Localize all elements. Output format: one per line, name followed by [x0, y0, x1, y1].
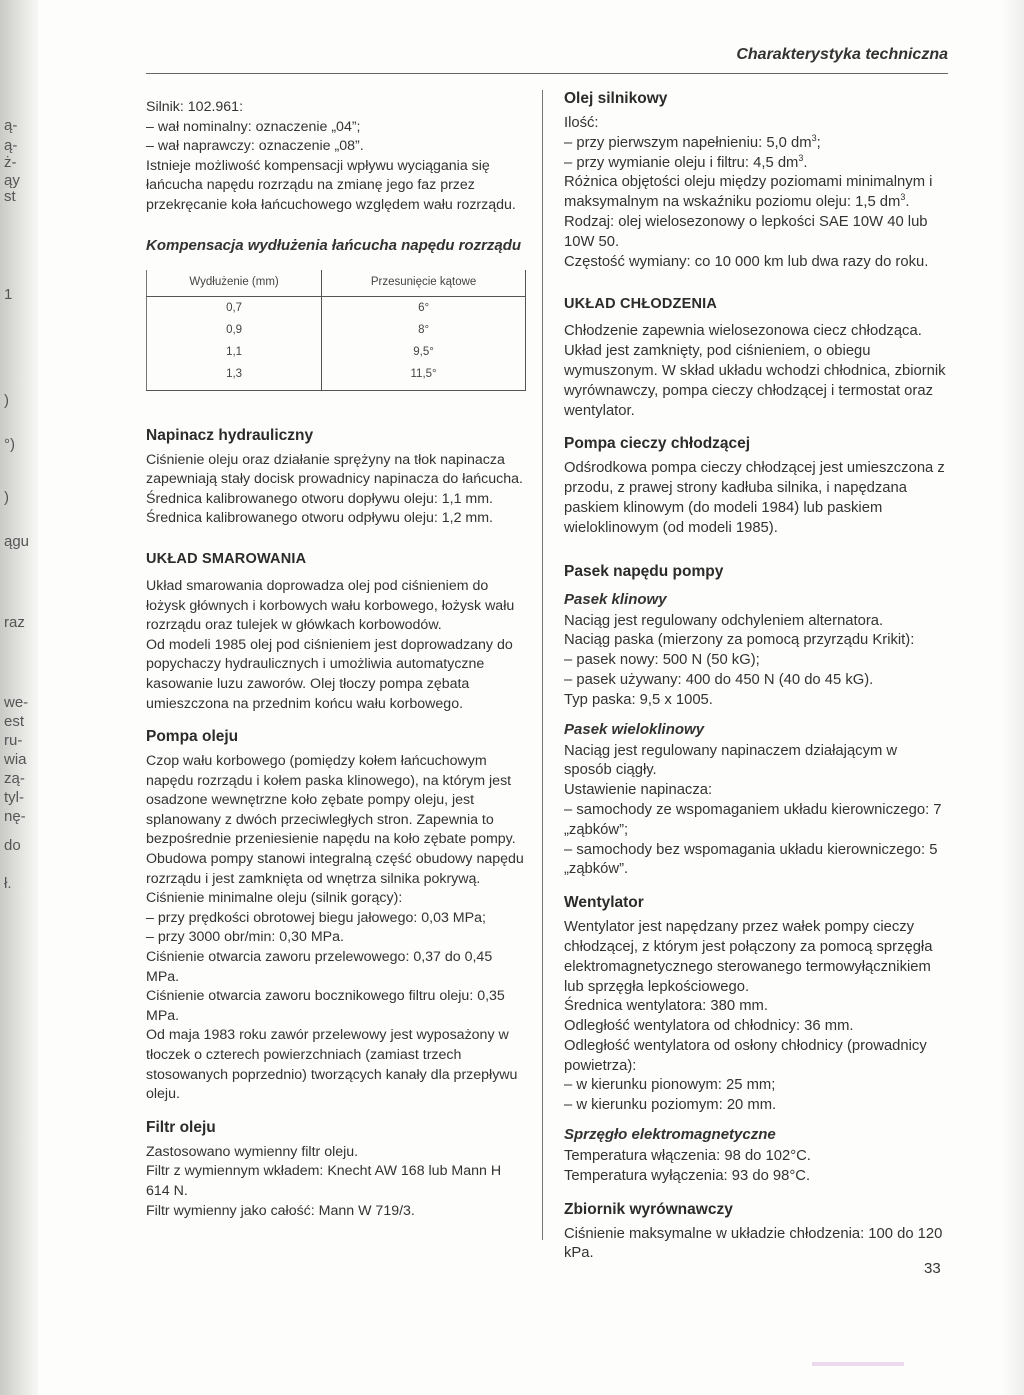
left-column	[146, 98, 526, 1221]
elongation-cell: 1,3	[147, 363, 322, 391]
oil-quantity-label: Ilość:	[564, 115, 599, 131]
filter-change-quantity	[564, 154, 948, 174]
coolant-pump-text: Odśrodkowa pompa cieczy chłodzącej jest umieszczona z przodu, z prawej strony kadłuba silnika, i napędzana paskiem klinowym (do modeli 1984) lub paskiem wieloklinowym (od modeli 1985).	[564, 460, 945, 536]
filter-change-text: – przy wymianie oleju i filtru: 4,5 dm	[564, 154, 799, 171]
outlet-diameter: Średnica kalibrowanego otworu odpływu oleju: 1,2 mm.	[146, 510, 493, 527]
oil-filter-whole: Filtr wymienny jako całość: Mann W 719/3.	[146, 1202, 415, 1219]
edge-fragment: wia	[4, 751, 27, 768]
edge-fragment: raz	[4, 614, 25, 631]
column-divider	[542, 90, 543, 1240]
valve-update-note: Od maja 1983 roku zawór przelewowy jest wyposażony w tłoczek o czterech powierzchniach (zamiast trzech stosowanych poprzednio) tworzących kanały dla przepływu oleju.	[146, 1027, 518, 1103]
fan-horizontal: – w kierunku poziomym: 20 mm.	[564, 1097, 777, 1114]
compensation-table	[146, 270, 526, 391]
cube-exponent: 3	[900, 192, 906, 203]
rpm-pressure: – przy 3000 obr/min: 0,30 MPa.	[146, 929, 344, 946]
level-difference-text: Różnica objętości oleju między poziomami minimalnym i maksymalnym na wskaźniku poziomu oleju: 1,5 dm	[564, 174, 933, 211]
edge-fragment: ł.	[4, 875, 12, 892]
v-belt-tension: Naciąg paska (mierzony za pomocą przyrządu Krikit):	[564, 632, 915, 649]
switch-off-temp: Temperatura wyłączenia: 93 do 98°C.	[564, 1167, 811, 1184]
oil-filter-insert: Filtr z wymiennym wkładem: Knecht AW 168 lub Mann H 614 N.	[146, 1163, 502, 1199]
oil-pump-heading: Pompa oleju	[146, 728, 239, 746]
fan-diameter: Średnica wentylatora: 380 mm.	[564, 998, 768, 1015]
without-power-steering: – samochody bez wspomagania układu kierowniczego: 5 „ząbków”.	[564, 841, 938, 878]
first-fill-quantity	[564, 134, 948, 154]
edge-fragment: 1	[4, 286, 13, 303]
switch-on-temp: Temperatura włączenia: 98 do 102°C.	[564, 1148, 811, 1165]
coolant-pump-heading: Pompa cieczy chłodzącej	[564, 435, 751, 453]
elongation-cell: 0,9	[147, 319, 322, 341]
oil-filter-text: Zastosowano wymienny filtr oleju.	[146, 1143, 359, 1160]
right-column	[564, 90, 948, 1264]
new-belt: – pasek nowy: 500 N (50 kG);	[564, 652, 760, 669]
edge-fragment: do	[4, 837, 21, 854]
compensation-title: Kompensacja wydłużenia łańcucha napędu rozrządu	[146, 236, 522, 254]
column-header: Przesunięcie kątowe	[322, 270, 526, 297]
level-difference	[564, 173, 948, 213]
cooling-heading: UKŁAD CHŁODZENIA	[564, 296, 718, 313]
cube-exponent: 3	[811, 132, 817, 143]
angle-cell: 6°	[322, 296, 526, 319]
engine-intro	[146, 98, 526, 216]
lubrication-text: Od modeli 1985 olej pod ciśnieniem jest doprowadzany do popychaczy hydraulicznych i umożliwia automatyczne kasowanie luzu zaworów. Olej tłoczy pompa zębata umieszczona na przednim końcu wału korbowego.	[146, 636, 513, 712]
tensioner-heading: Napinacz hydrauliczny	[146, 426, 314, 444]
repair-shaft: – wał naprawczy: oznaczenie „08”.	[146, 138, 364, 155]
table-row	[147, 341, 526, 363]
tensioner-setting-label: Ustawienie napinacza:	[564, 782, 713, 799]
belt-type: Typ paska: 9,5 x 1005.	[564, 691, 713, 708]
edge-fragment: )	[4, 489, 9, 506]
angle-cell: 11,5°	[322, 363, 526, 391]
print-mark	[812, 1362, 904, 1366]
with-power-steering: – samochody ze wspomaganiem układu kierowniczego: 7 „ząbków”;	[564, 801, 942, 838]
table-header-row	[147, 270, 526, 297]
elongation-cell: 1,1	[147, 341, 322, 363]
table-row	[147, 296, 526, 319]
edge-fragment: )	[4, 392, 9, 409]
fan-shroud-distance: Odległość wentylatora od osłony chłodnicy (prowadnicy powietrza):	[564, 1037, 927, 1074]
oil-type: Rodzaj: olej wielosezonowy o lepkości SAE 10W 40 lub 10W 50.	[564, 213, 928, 250]
edge-fragment: ą-	[4, 137, 18, 154]
table-row	[147, 363, 526, 391]
v-belt-heading: Pasek klinowy	[564, 590, 667, 608]
fan-radiator-distance: Odległość wentylatora od chłodnicy: 36 mm.	[564, 1018, 854, 1035]
lubrication-text: Układ smarowania doprowadza olej pod ciśnieniem do łożysk głównych i korbowych wału korbowego, łożysk wału rozrządu oraz tulejek w główkach korbowodów.	[146, 577, 515, 634]
min-pressure-label: Ciśnienie minimalne oleju (silnik gorący):	[146, 890, 403, 907]
page-number: 33	[924, 1260, 941, 1277]
cube-exponent: 3	[798, 152, 804, 163]
edge-fragment: ą-	[4, 117, 18, 134]
compensation-note: Istnieje możliwość kompensacji wpływu wyciągania się łańcucha napędu rozrządu na zmianę jego faz przez przekręcanie koła łańcuchowego względem wału rozrządu.	[146, 157, 516, 213]
bypass-valve-pressure: Ciśnienie otwarcia zaworu bocznikowego filtru oleju: 0,35 MPa.	[146, 988, 505, 1024]
column-header: Wydłużenie (mm)	[147, 270, 322, 297]
first-fill-text: – przy pierwszym napełnieniu: 5,0 dm	[564, 134, 812, 151]
edge-fragment: zą-	[4, 770, 25, 787]
elongation-cell: 0,7	[147, 296, 322, 319]
pump-belt-heading: Pasek napędu pompy	[564, 562, 724, 580]
list-separator: ;	[816, 134, 821, 151]
angle-cell: 8°	[322, 319, 526, 341]
edge-fragment: ru-	[4, 732, 23, 749]
angle-cell: 9,5°	[322, 341, 526, 363]
lubrication-heading: UKŁAD SMAROWANIA	[146, 550, 307, 567]
fan-heading: Wentylator	[564, 894, 644, 912]
running-header: Charakterystyka techniczna	[736, 46, 948, 63]
edge-fragment: °)	[4, 436, 15, 453]
table-row	[147, 319, 526, 341]
engine-oil-heading: Olej silnikowy	[564, 90, 668, 107]
fan-text: Wentylator jest napędzany przez wałek pompy cieczy chłodzącej, z którym jest połączony za pomocą sprzęgła elektromagnetycznego sterowanego termowyłącznikiem lub sprzęgła lepkościowego.	[564, 919, 933, 995]
multi-belt-text: Naciąg jest regulowany napinaczem działającym w sposób ciągły.	[564, 742, 898, 779]
engine-model: Silnik: 102.961:	[146, 99, 244, 115]
fan-vertical: – w kierunku pionowym: 25 mm;	[564, 1077, 776, 1094]
binding-edge	[0, 0, 38, 1395]
inlet-diameter: Średnica kalibrowanego otworu dopływu oleju: 1,1 mm.	[146, 490, 493, 507]
nominal-shaft: – wał nominalny: oznaczenie „04”;	[146, 118, 361, 135]
oil-pump-text: Czop wału korbowego (pomiędzy kołem łańcuchowym napędu rozrządu i kołem paska klinowego), na którym jest osadzone wewnętrzne koło zębate pompy oleju, jest splanowany z dwóch przeciwległych stron. Zapewnia to bezpośrednie przeniesienie napędu na koło zębate pompy. Obudowa pompy stanowi integralną część obudowy napędu rozrządu i jest zamknięta od wnętrza silnika pokrywą.	[146, 753, 524, 887]
list-separator: .	[905, 194, 910, 211]
v-belt-text: Naciąg jest regulowany odchyleniem alternatora.	[564, 612, 884, 629]
edge-fragment: nę-	[4, 808, 26, 825]
edge-fragment: st	[4, 188, 16, 205]
page-right-edge	[1002, 0, 1024, 1395]
oil-interval: Częstość wymiany: co 10 000 km lub dwa razy do roku.	[564, 253, 929, 270]
used-belt: – pasek używany: 400 do 450 N (40 do 45 kG).	[564, 671, 874, 688]
multi-belt-heading: Pasek wieloklinowy	[564, 720, 705, 738]
edge-fragment: tyl-	[4, 789, 24, 806]
edge-fragment: we-	[4, 694, 29, 711]
edge-fragment: ąy	[4, 172, 20, 189]
edge-fragment: ągu	[4, 533, 30, 550]
header-rule	[146, 73, 948, 74]
cooling-text: Chłodzenie zapewnia wielosezonowa ciecz chłodząca. Układ jest zamknięty, pod ciśnieniem, o obiegu wymuszonym. W skład układu wchodzi chłodnica, zbiornik wyrównawczy, pompa cieczy chłodzącej i termostat oraz wentylator.	[564, 323, 946, 419]
idle-pressure: – przy prędkości obrotowej biegu jałowego: 0,03 MPa;	[146, 909, 486, 926]
tank-heading: Zbiornik wyrównawczy	[564, 1200, 733, 1218]
clutch-heading: Sprzęgło elektromagnetyczne	[564, 1126, 776, 1144]
oil-filter-heading: Filtr oleju	[146, 1118, 216, 1136]
edge-fragment: est	[4, 713, 25, 730]
tensioner-text: Ciśnienie oleju oraz działanie sprężyny na tłok napinacza zapewniają stały docisk prowadnicy napinacza do łańcucha.	[146, 451, 523, 488]
tank-pressure: Ciśnienie maksymalne w układzie chłodzenia: 100 do 120 kPa.	[564, 1225, 943, 1262]
list-separator: .	[803, 154, 808, 171]
edge-fragment: ż-	[4, 154, 17, 171]
relief-valve-pressure: Ciśnienie otwarcia zaworu przelewowego: 0,37 do 0,45 MPa.	[146, 949, 493, 985]
